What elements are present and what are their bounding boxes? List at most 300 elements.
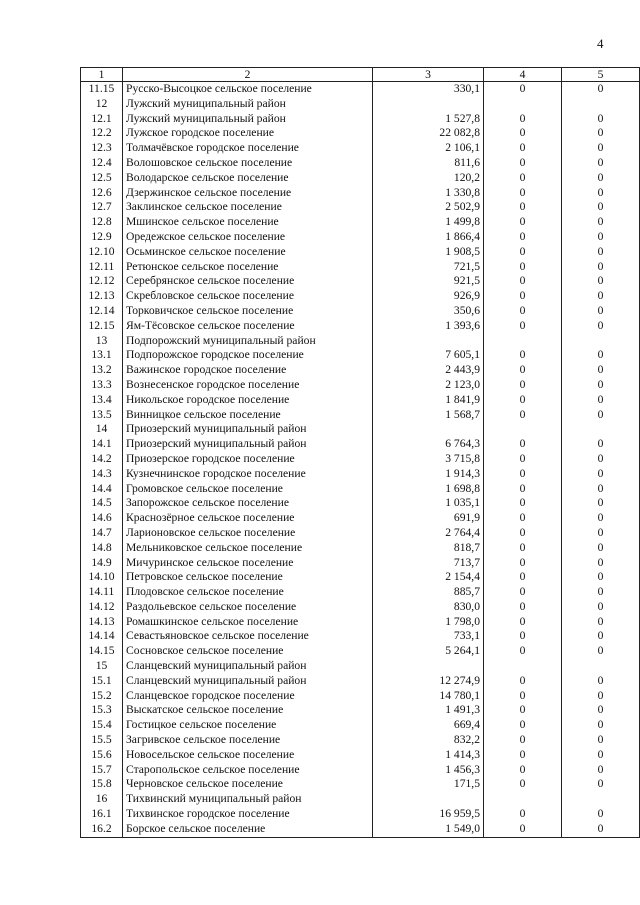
municipality-name: Новосельское сельское поселение <box>123 748 373 763</box>
municipality-name: Петровское сельское поселение <box>123 570 373 585</box>
row-number: 12.5 <box>81 171 123 186</box>
row-number: 13.1 <box>81 348 123 363</box>
row-number: 14.3 <box>81 467 123 482</box>
table-row <box>81 733 640 748</box>
table-row <box>81 748 640 763</box>
row-number: 15.4 <box>81 718 123 733</box>
amount-value: 2 154,4 <box>373 570 484 585</box>
table-row <box>81 482 640 497</box>
column-4-value: 0 <box>484 408 562 423</box>
column-4-value: 0 <box>484 615 562 630</box>
column-4-value: 0 <box>484 496 562 511</box>
row-number: 14.7 <box>81 526 123 541</box>
column-4-value: 0 <box>484 689 562 704</box>
amount-value: 6 764,3 <box>373 437 484 452</box>
table-body <box>81 82 640 838</box>
table-row <box>81 245 640 260</box>
municipality-name: Сланцевский муниципальный район <box>123 659 373 674</box>
row-number: 12.6 <box>81 186 123 201</box>
amount-value: 713,7 <box>373 556 484 571</box>
column-5-value: 0 <box>562 689 640 704</box>
amount-value: 330,1 <box>373 82 484 97</box>
column-header: 5 <box>562 68 640 82</box>
amount-value: 1 035,1 <box>373 496 484 511</box>
amount-value: 2 502,9 <box>373 200 484 215</box>
table-row <box>81 467 640 482</box>
municipality-name: Плодовское сельское поселение <box>123 585 373 600</box>
municipality-name: Подпорожский муниципальный район <box>123 334 373 349</box>
table-row <box>81 703 640 718</box>
column-5-value: 0 <box>562 230 640 245</box>
column-4-value: 0 <box>484 644 562 659</box>
table-row <box>81 452 640 467</box>
column-header: 4 <box>484 68 562 82</box>
table-row <box>81 289 640 304</box>
amount-value: 721,5 <box>373 260 484 275</box>
column-5-value <box>562 792 640 807</box>
amount-value: 1 841,9 <box>373 393 484 408</box>
amount-value <box>373 422 484 437</box>
column-5-value: 0 <box>562 733 640 748</box>
amount-value: 2 764,4 <box>373 526 484 541</box>
column-4-value: 0 <box>484 703 562 718</box>
amount-value: 12 274,9 <box>373 674 484 689</box>
row-number: 15.2 <box>81 689 123 704</box>
table-row <box>81 718 640 733</box>
column-header: 3 <box>373 68 484 82</box>
column-4-value: 0 <box>484 777 562 792</box>
municipality-name: Мельниковское сельское поселение <box>123 541 373 556</box>
column-4-value: 0 <box>484 156 562 171</box>
column-4-value: 0 <box>484 452 562 467</box>
table-row <box>81 97 640 112</box>
amount-value: 1 798,0 <box>373 615 484 630</box>
table-row <box>81 274 640 289</box>
amount-value: 1 527,8 <box>373 112 484 127</box>
table-row <box>81 615 640 630</box>
table-row <box>81 763 640 778</box>
table-row <box>81 807 640 822</box>
amount-value: 1 698,8 <box>373 482 484 497</box>
row-number: 15.3 <box>81 703 123 718</box>
row-number: 12.8 <box>81 215 123 230</box>
column-5-value: 0 <box>562 674 640 689</box>
table-row <box>81 304 640 319</box>
amount-value: 1 499,8 <box>373 215 484 230</box>
table-row <box>81 215 640 230</box>
column-4-value: 0 <box>484 348 562 363</box>
column-5-value: 0 <box>562 718 640 733</box>
table-row <box>81 526 640 541</box>
column-4-value: 0 <box>484 674 562 689</box>
row-number: 14.15 <box>81 644 123 659</box>
amount-value: 1 456,3 <box>373 763 484 778</box>
amount-value: 2 443,9 <box>373 363 484 378</box>
amount-value: 832,2 <box>373 733 484 748</box>
municipality-name: Севастьяновское сельское поселение <box>123 629 373 644</box>
municipality-name: Сланцевский муниципальный район <box>123 674 373 689</box>
column-5-value: 0 <box>562 304 640 319</box>
amount-value: 818,7 <box>373 541 484 556</box>
column-5-value: 0 <box>562 141 640 156</box>
table-row <box>81 186 640 201</box>
table-row <box>81 82 640 97</box>
column-5-value: 0 <box>562 452 640 467</box>
row-number: 14 <box>81 422 123 437</box>
column-4-value: 0 <box>484 304 562 319</box>
column-5-value: 0 <box>562 186 640 201</box>
column-4-value: 0 <box>484 82 562 97</box>
row-number: 16.2 <box>81 822 123 837</box>
row-number: 11.15 <box>81 82 123 97</box>
amount-value: 830,0 <box>373 600 484 615</box>
row-number: 14.12 <box>81 600 123 615</box>
column-5-value: 0 <box>562 112 640 127</box>
column-5-value: 0 <box>562 496 640 511</box>
row-number: 13.4 <box>81 393 123 408</box>
row-number: 12.14 <box>81 304 123 319</box>
column-4-value: 0 <box>484 319 562 334</box>
amount-value: 885,7 <box>373 585 484 600</box>
amount-value: 1 866,4 <box>373 230 484 245</box>
table-row <box>81 496 640 511</box>
column-5-value: 0 <box>562 408 640 423</box>
municipality-name: Тихвинское городское поселение <box>123 807 373 822</box>
municipality-name: Важинское городское поселение <box>123 363 373 378</box>
column-4-value: 0 <box>484 260 562 275</box>
municipality-name: Ромашкинское сельское поселение <box>123 615 373 630</box>
municipality-name: Ретюнское сельское поселение <box>123 260 373 275</box>
column-4-value: 0 <box>484 141 562 156</box>
row-number: 12.1 <box>81 112 123 127</box>
column-5-value: 0 <box>562 82 640 97</box>
column-5-value: 0 <box>562 585 640 600</box>
column-5-value: 0 <box>562 511 640 526</box>
column-4-value: 0 <box>484 126 562 141</box>
column-5-value: 0 <box>562 467 640 482</box>
column-5-value: 0 <box>562 126 640 141</box>
table-row <box>81 644 640 659</box>
row-number: 14.1 <box>81 437 123 452</box>
row-number: 15.5 <box>81 733 123 748</box>
table-row <box>81 141 640 156</box>
column-4-value: 0 <box>484 245 562 260</box>
column-5-value <box>562 422 640 437</box>
table-row <box>81 230 640 245</box>
amount-value: 669,4 <box>373 718 484 733</box>
amount-value: 171,5 <box>373 777 484 792</box>
column-5-value: 0 <box>562 703 640 718</box>
amount-value <box>373 334 484 349</box>
row-number: 13.3 <box>81 378 123 393</box>
page-number: 4 <box>597 36 604 51</box>
column-4-value: 0 <box>484 200 562 215</box>
amount-value: 1 491,3 <box>373 703 484 718</box>
table-row <box>81 334 640 349</box>
municipality-name: Серебрянское сельское поселение <box>123 274 373 289</box>
municipality-name: Кузнечнинское городское поселение <box>123 467 373 482</box>
table-row <box>81 792 640 807</box>
column-4-value: 0 <box>484 482 562 497</box>
column-4-value: 0 <box>484 718 562 733</box>
table-row <box>81 126 640 141</box>
column-5-value <box>562 659 640 674</box>
table-row <box>81 156 640 171</box>
amount-value: 1 393,6 <box>373 319 484 334</box>
amount-value: 2 123,0 <box>373 378 484 393</box>
municipality-name: Лужский муниципальный район <box>123 97 373 112</box>
municipality-name: Оредежское сельское поселение <box>123 230 373 245</box>
table-row <box>81 511 640 526</box>
row-number: 14.14 <box>81 629 123 644</box>
municipality-name: Сосновское сельское поселение <box>123 644 373 659</box>
row-number: 14.10 <box>81 570 123 585</box>
column-4-value: 0 <box>484 112 562 127</box>
row-number: 15.7 <box>81 763 123 778</box>
amount-value: 921,5 <box>373 274 484 289</box>
row-number: 12.12 <box>81 274 123 289</box>
column-5-value: 0 <box>562 348 640 363</box>
municipality-name: Толмачёвское городское поселение <box>123 141 373 156</box>
column-5-value: 0 <box>562 556 640 571</box>
column-4-value: 0 <box>484 171 562 186</box>
table-row <box>81 556 640 571</box>
municipality-name: Торковичское сельское поселение <box>123 304 373 319</box>
amount-value: 733,1 <box>373 629 484 644</box>
column-5-value: 0 <box>562 393 640 408</box>
column-5-value: 0 <box>562 526 640 541</box>
amount-value: 1 914,3 <box>373 467 484 482</box>
municipality-name: Лужский муниципальный район <box>123 112 373 127</box>
municipality-name: Дзержинское сельское поселение <box>123 186 373 201</box>
column-5-value: 0 <box>562 822 640 837</box>
row-number: 12.10 <box>81 245 123 260</box>
column-5-value: 0 <box>562 541 640 556</box>
column-5-value: 0 <box>562 260 640 275</box>
column-4-value: 0 <box>484 585 562 600</box>
amount-value <box>373 792 484 807</box>
table-row <box>81 260 640 275</box>
amount-value: 1 330,8 <box>373 186 484 201</box>
table-row <box>81 689 640 704</box>
row-number: 12.7 <box>81 200 123 215</box>
row-number: 14.6 <box>81 511 123 526</box>
column-5-value <box>562 334 640 349</box>
municipality-name: Приозерское городское поселение <box>123 452 373 467</box>
municipality-name: Винницкое сельское поселение <box>123 408 373 423</box>
municipality-name: Русско-Высоцкое сельское поселение <box>123 82 373 97</box>
row-number: 14.2 <box>81 452 123 467</box>
column-4-value: 0 <box>484 733 562 748</box>
column-4-value <box>484 334 562 349</box>
column-5-value: 0 <box>562 289 640 304</box>
municipality-name: Приозерский муниципальный район <box>123 422 373 437</box>
municipality-name: Загривское сельское поселение <box>123 733 373 748</box>
amount-value: 14 780,1 <box>373 689 484 704</box>
amount-value: 926,9 <box>373 289 484 304</box>
column-5-value: 0 <box>562 629 640 644</box>
column-4-value <box>484 422 562 437</box>
table-row <box>81 585 640 600</box>
table-row <box>81 600 640 615</box>
municipality-name: Подпорожское городское поселение <box>123 348 373 363</box>
municipality-name: Сланцевское городское поселение <box>123 689 373 704</box>
municipality-name: Володарское сельское поселение <box>123 171 373 186</box>
amount-value: 5 264,1 <box>373 644 484 659</box>
column-4-value: 0 <box>484 186 562 201</box>
column-5-value: 0 <box>562 363 640 378</box>
municipality-name: Ларионовское сельское поселение <box>123 526 373 541</box>
municipality-name: Выскатское сельское поселение <box>123 703 373 718</box>
column-4-value: 0 <box>484 541 562 556</box>
column-5-value: 0 <box>562 437 640 452</box>
table-row <box>81 437 640 452</box>
column-5-value: 0 <box>562 171 640 186</box>
column-4-value: 0 <box>484 393 562 408</box>
column-4-value: 0 <box>484 600 562 615</box>
column-header: 2 <box>123 68 373 82</box>
amount-value: 1 549,0 <box>373 822 484 837</box>
amount-value: 1 414,3 <box>373 748 484 763</box>
municipality-name: Старопольское сельское поселение <box>123 763 373 778</box>
amount-value: 1 908,5 <box>373 245 484 260</box>
table-row <box>81 378 640 393</box>
municipality-name: Запорожское сельское поселение <box>123 496 373 511</box>
table-row <box>81 393 640 408</box>
column-5-value: 0 <box>562 215 640 230</box>
row-number: 13 <box>81 334 123 349</box>
row-number: 14.5 <box>81 496 123 511</box>
table-row <box>81 200 640 215</box>
column-4-value: 0 <box>484 215 562 230</box>
table-row <box>81 777 640 792</box>
row-number: 12.11 <box>81 260 123 275</box>
row-number: 12.2 <box>81 126 123 141</box>
amount-value: 120,2 <box>373 171 484 186</box>
amount-value: 811,6 <box>373 156 484 171</box>
row-number: 14.13 <box>81 615 123 630</box>
row-number: 14.4 <box>81 482 123 497</box>
column-4-value: 0 <box>484 570 562 585</box>
table-row <box>81 171 640 186</box>
column-5-value: 0 <box>562 245 640 260</box>
municipality-name: Никольское городское поселение <box>123 393 373 408</box>
column-4-value: 0 <box>484 822 562 837</box>
row-number: 15.8 <box>81 777 123 792</box>
column-4-value: 0 <box>484 467 562 482</box>
column-5-value: 0 <box>562 748 640 763</box>
amount-value <box>373 97 484 112</box>
column-4-value: 0 <box>484 526 562 541</box>
amount-value: 16 959,5 <box>373 807 484 822</box>
row-number: 15.1 <box>81 674 123 689</box>
table-row <box>81 363 640 378</box>
column-4-value: 0 <box>484 763 562 778</box>
column-4-value: 0 <box>484 556 562 571</box>
table-row <box>81 629 640 644</box>
table-row <box>81 112 640 127</box>
amount-value: 2 106,1 <box>373 141 484 156</box>
municipality-name: Черновское сельское поселение <box>123 777 373 792</box>
row-number: 14.9 <box>81 556 123 571</box>
amount-value: 1 568,7 <box>373 408 484 423</box>
municipality-name: Ям-Тёсовское сельское поселение <box>123 319 373 334</box>
column-4-value: 0 <box>484 274 562 289</box>
municipality-name: Тихвинский муниципальный район <box>123 792 373 807</box>
column-5-value: 0 <box>562 200 640 215</box>
municipality-name: Мшинское сельское поселение <box>123 215 373 230</box>
column-4-value: 0 <box>484 363 562 378</box>
row-number: 16.1 <box>81 807 123 822</box>
column-5-value: 0 <box>562 777 640 792</box>
row-number: 12.15 <box>81 319 123 334</box>
column-4-value: 0 <box>484 230 562 245</box>
table-row <box>81 541 640 556</box>
municipality-name: Скребловское сельское поселение <box>123 289 373 304</box>
amount-value <box>373 659 484 674</box>
column-5-value: 0 <box>562 156 640 171</box>
amount-value: 7 605,1 <box>373 348 484 363</box>
column-4-value: 0 <box>484 748 562 763</box>
amount-value: 22 082,8 <box>373 126 484 141</box>
column-5-value: 0 <box>562 644 640 659</box>
municipality-name: Осьминское сельское поселение <box>123 245 373 260</box>
table-row <box>81 674 640 689</box>
column-5-value <box>562 97 640 112</box>
municipality-name: Мичуринское сельское поселение <box>123 556 373 571</box>
municipality-name: Гостицкое сельское поселение <box>123 718 373 733</box>
row-number: 12.9 <box>81 230 123 245</box>
municipality-name: Вознесенское городское поселение <box>123 378 373 393</box>
table-header-row <box>81 68 640 82</box>
column-5-value: 0 <box>562 319 640 334</box>
column-4-value <box>484 97 562 112</box>
row-number: 12.4 <box>81 156 123 171</box>
column-5-value: 0 <box>562 763 640 778</box>
column-4-value: 0 <box>484 437 562 452</box>
column-5-value: 0 <box>562 600 640 615</box>
municipality-name: Волошовское сельское поселение <box>123 156 373 171</box>
column-4-value <box>484 659 562 674</box>
column-4-value: 0 <box>484 289 562 304</box>
row-number: 12 <box>81 97 123 112</box>
row-number: 14.8 <box>81 541 123 556</box>
column-header: 1 <box>81 68 123 82</box>
table-row <box>81 408 640 423</box>
row-number: 13.2 <box>81 363 123 378</box>
municipality-name: Краснозёрное сельское поселение <box>123 511 373 526</box>
column-5-value: 0 <box>562 570 640 585</box>
column-4-value: 0 <box>484 378 562 393</box>
table-row <box>81 319 640 334</box>
municipality-name: Борское сельское поселение <box>123 822 373 837</box>
amount-value: 3 715,8 <box>373 452 484 467</box>
column-4-value <box>484 792 562 807</box>
row-number: 15 <box>81 659 123 674</box>
table-row <box>81 822 640 837</box>
column-5-value: 0 <box>562 378 640 393</box>
column-4-value: 0 <box>484 511 562 526</box>
table-row <box>81 659 640 674</box>
municipality-name: Заклинское сельское поселение <box>123 200 373 215</box>
row-number: 14.11 <box>81 585 123 600</box>
column-5-value: 0 <box>562 615 640 630</box>
column-5-value: 0 <box>562 807 640 822</box>
budget-table <box>80 67 640 838</box>
row-number: 12.3 <box>81 141 123 156</box>
table-row <box>81 348 640 363</box>
column-5-value: 0 <box>562 274 640 289</box>
